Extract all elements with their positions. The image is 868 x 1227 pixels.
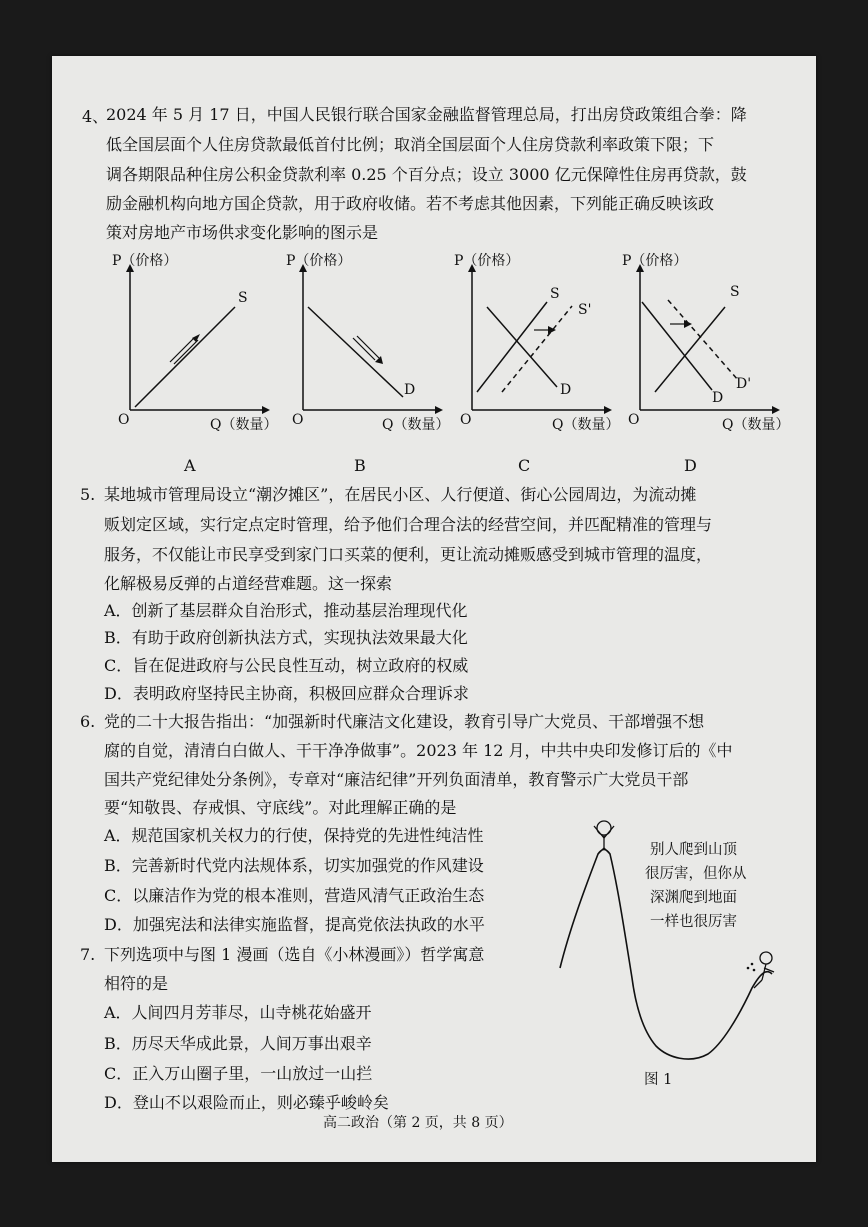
graph-c-s-curve <box>477 302 547 392</box>
q6-line-1: 党的二十大报告指出：“加强新时代廉洁文化建设，教育引导广大党员、干部增强不想 <box>104 712 705 731</box>
q7-line-2: 相符的是 <box>104 974 169 993</box>
q4-line-3: 调各期限品种住房公积金贷款利率 0.25 个百分点；设立 3000 亿元保障性住房再贷款，鼓 <box>106 165 747 184</box>
peak-figure-leg-right <box>604 848 610 854</box>
graph-d-x-label: Q（数量） <box>722 417 790 433</box>
peak-figure-leg-left <box>598 848 604 854</box>
comic-line-3: 深渊爬到地面 <box>650 890 737 906</box>
graph-a-origin: O <box>118 412 130 428</box>
graph-a-shift-arrow <box>170 338 194 362</box>
graph-c-origin: O <box>460 412 472 428</box>
graph-b-x-label: Q（数量） <box>382 417 450 433</box>
q5-option-c: C．旨在促进政府与公民良性互动，树立政府的权威 <box>104 656 469 675</box>
sweat-drop-2 <box>747 967 750 970</box>
q5-option-d: D．表明政府坚持民主协商，积极回应群众合理诉求 <box>104 684 469 703</box>
graph-c-x-arrow <box>604 406 612 414</box>
graph-b-svg <box>293 262 443 432</box>
figure-caption: 图 1 <box>644 1072 673 1088</box>
q6-line-3: 国共产党纪律处分条例》，专章对“廉洁纪律”开列负面清单，教育警示广大党员干部 <box>104 770 689 789</box>
q6-option-c: C．以廉洁作为党的根本准则，营造风清气正政治生态 <box>104 886 485 905</box>
sweat-drop-1 <box>751 963 754 966</box>
graph-c-s-prime-curve <box>502 306 572 392</box>
sweat-drop-3 <box>753 969 756 972</box>
graph-b-curve-d: D <box>404 382 416 398</box>
graph-a <box>120 262 270 436</box>
climber-head <box>760 952 772 964</box>
graph-c-curve-s: S <box>550 286 560 302</box>
graph-c-x-label: Q（数量） <box>552 417 620 433</box>
comic-line-1: 别人爬到山顶 <box>650 842 737 858</box>
q6-line-4: 要“知敬畏、存戒惧、守底线”。对此理解正确的是 <box>104 798 457 817</box>
graph-a-curve-s: S <box>238 290 248 306</box>
graph-d <box>630 262 780 436</box>
graph-c-d-curve <box>487 307 557 387</box>
graph-b-shift-arrow-2 <box>357 336 379 358</box>
graph-b-letter: B <box>354 456 366 475</box>
graph-b-shift-arrow <box>353 338 375 360</box>
q5-line-1: 某地城市管理局设立“潮汐摊区”，在居民小区、人行便道、街心公园周边，为流动摊 <box>104 485 697 504</box>
q7-line-1: 下列选项中与图 1 漫画（选自《小林漫画》）哲学寓意 <box>104 945 485 964</box>
graph-d-d-curve <box>642 302 712 390</box>
q4-line-2: 低全国层面个人住房贷款最低首付比例；取消全国层面个人住房贷款利率政策下限；下 <box>106 135 715 154</box>
q7-option-d: D．登山不以艰险而止，则必臻乎峻岭矣 <box>104 1093 389 1112</box>
graph-c-y-label: P（价格） <box>454 253 520 269</box>
graph-a-x-arrow <box>262 406 270 414</box>
graph-d-svg <box>630 262 780 432</box>
graph-c-curve-s-prime: S' <box>578 302 592 318</box>
q7-option-b: B．历尽天华成此景，人间万事出艰辛 <box>104 1034 372 1053</box>
graph-c-letter: C <box>518 456 531 475</box>
q5-number: 5. <box>80 485 96 504</box>
graph-a-arrowhead <box>192 334 200 342</box>
peak-figure-arm-right <box>604 826 614 838</box>
q6-number: 6. <box>80 712 96 731</box>
q4-line-5: 策对房地产市场供求变化影响的图示是 <box>106 223 379 242</box>
q7-number: 7. <box>80 945 96 964</box>
comic-line-2: 很厉害，但你从 <box>645 866 747 882</box>
graph-d-curve-s: S <box>730 284 740 300</box>
q7-option-c: C．正入万山圈子里，一山放过一山拦 <box>104 1064 373 1083</box>
graph-a-y-label: P（价格） <box>112 253 178 269</box>
graph-a-letter: A <box>184 456 196 475</box>
graph-a-s-curve <box>135 307 235 407</box>
q5-line-3: 服务，不仅能让市民享受到家门口买菜的便利，更让流动摊贩感受到城市管理的温度， <box>104 545 713 564</box>
q6-option-d: D．加强宪法和法律实施监督，提高党依法执政的水平 <box>104 915 485 934</box>
graph-d-curve-d: D <box>712 390 724 406</box>
graph-d-x-arrow <box>772 406 780 414</box>
q6-option-a: A．规范国家机关权力的行使，保持党的先进性纯洁性 <box>104 826 484 845</box>
graph-c-svg <box>462 262 612 432</box>
q4-number: 4、 <box>82 107 109 126</box>
graph-d-y-label: P（价格） <box>622 253 688 269</box>
graph-c <box>462 262 612 436</box>
graph-b-y-label: P（价格） <box>286 253 352 269</box>
graph-d-curve-d-prime: D' <box>736 376 752 392</box>
q6-line-2: 腐的自觉，清清白白做人、干干净净做事”。2023 年 12 月，中共中央印发修订后的《中 <box>104 741 733 760</box>
q4-line-4: 励金融机构向地方国企贷款，用于政府收储。若不考虑其他因素，下列能正确反映该政 <box>106 194 715 213</box>
graph-d-origin: O <box>628 412 640 428</box>
graph-b-origin: O <box>292 412 304 428</box>
graph-d-arrowhead <box>684 320 692 328</box>
graph-b-d-curve <box>308 307 403 397</box>
page-footer: 高二政治（第 2 页，共 8 页） <box>323 1115 513 1131</box>
graph-d-s-curve <box>655 307 725 392</box>
graph-a-x-label: Q（数量） <box>210 417 278 433</box>
graph-b <box>293 262 443 436</box>
q5-option-a: A．创新了基层群众自治形式，推动基层治理现代化 <box>104 601 468 620</box>
q5-option-b: B．有助于政府创新执法方式，实现执法效果最大化 <box>104 628 468 647</box>
q4-line-1: 2024 年 5 月 17 日，中国人民银行联合国家金融监督管理总局，打出房贷政策组合拳：降 <box>106 105 747 124</box>
graph-c-curve-d: D <box>560 382 572 398</box>
graph-d-d-prime-curve <box>668 300 738 380</box>
q7-option-a: A．人间四月芳菲尽，山寺桃花始盛开 <box>104 1003 372 1022</box>
graph-b-x-arrow <box>435 406 443 414</box>
graph-a-shift-arrow-2 <box>174 340 198 364</box>
comic-line-4: 一样也很厉害 <box>650 914 737 930</box>
q6-option-b: B．完善新时代党内法规体系，切实加强党的作风建设 <box>104 856 484 875</box>
graph-d-letter: D <box>684 456 697 475</box>
q5-line-4: 化解极易反弹的占道经营难题。这一探索 <box>104 574 393 593</box>
q5-line-2: 贩划定区域，实行定点定时管理，给予他们合理合法的经营空间，并匹配精准的管理与 <box>104 515 713 534</box>
graph-a-svg <box>120 262 270 432</box>
peak-figure-arm-left <box>594 826 604 838</box>
